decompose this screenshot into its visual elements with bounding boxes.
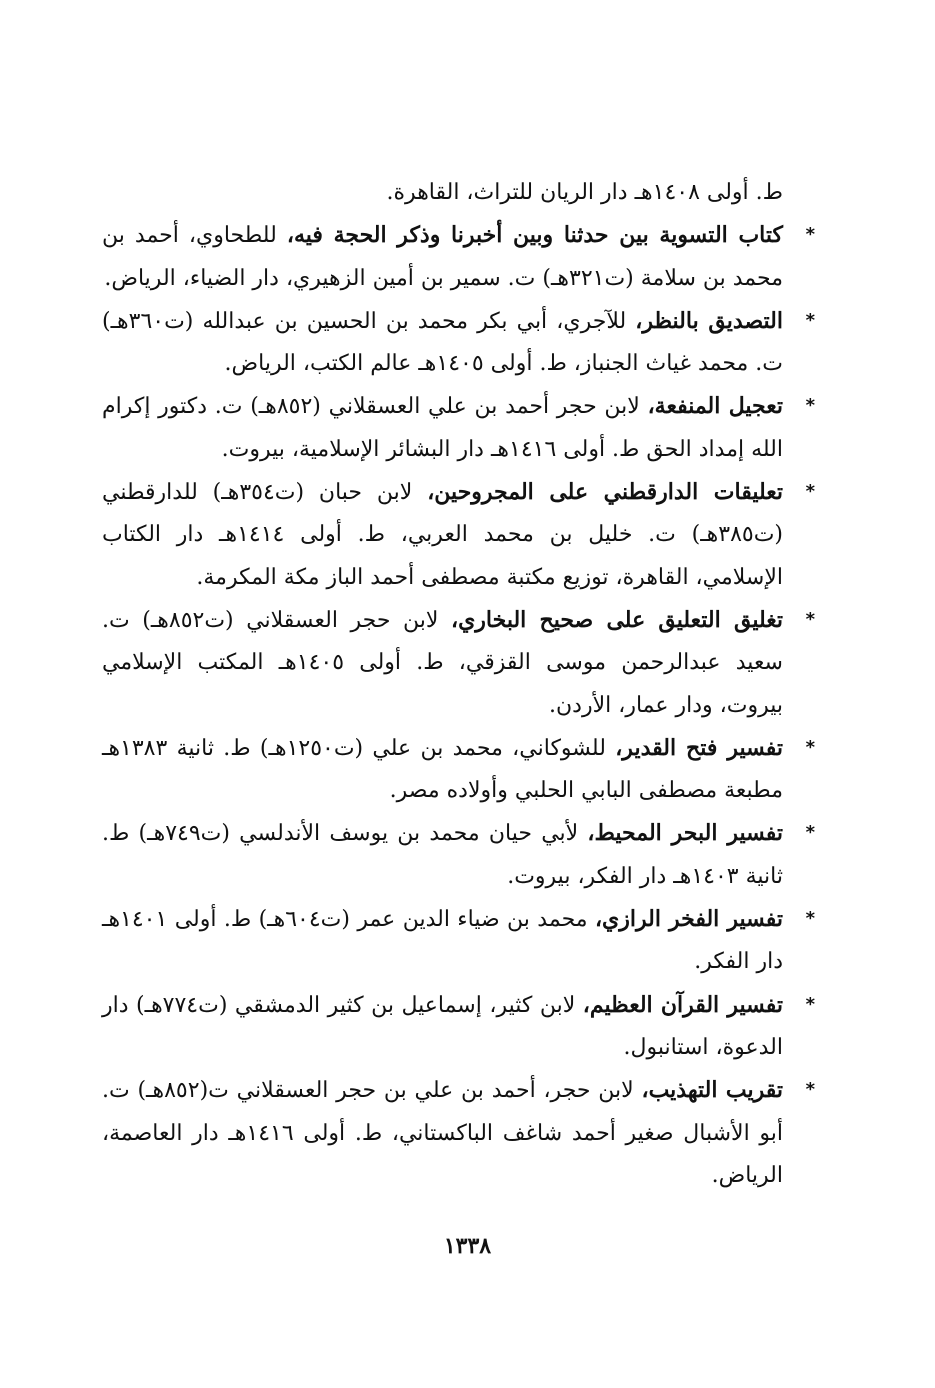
bibliography-entry xyxy=(102,214,815,300)
entry-details: للشوكاني، محمد بن علي (ت١٢٥٠هـ) ط. ثانية ١٣٨٣هـ مطبعة مصطفى البابي الحلبي وأولاده مصر. xyxy=(102,735,783,804)
bullet-asterisk: * xyxy=(805,908,815,930)
entry-title: التصديق بالنظر، xyxy=(635,307,783,334)
bullet-asterisk: * xyxy=(805,608,815,630)
bullet-asterisk: * xyxy=(805,309,815,331)
entry-details: محمد بن ضياء الدين عمر (ت٦٠٤هـ) ط. أولى ١٤٠١هـ دار الفكر. xyxy=(102,907,783,975)
entry-title: تفسير القرآن العظيم، xyxy=(582,991,783,1018)
entry-title: تغليق التعليق على صحيح البخاري، xyxy=(450,606,783,633)
bibliography-entry xyxy=(102,1069,815,1197)
bullet-asterisk: * xyxy=(805,224,815,246)
entry-details: لابن حجر العسقلاني (ت٨٥٢هـ) ت. سعيد عبدالرحمن موسى القزقي، ط. أولى ١٤٠٥هـ المكتب الإسلامي بيروت، ودار عمار، الأردن. xyxy=(102,607,783,718)
page-number: ١٣٣٨ xyxy=(443,1233,492,1259)
bullet-asterisk: * xyxy=(805,395,815,417)
entry-title: تعجيل المنفعة، xyxy=(647,393,783,420)
entry-title: تعليقات الدارقطني على المجروحين، xyxy=(427,479,783,506)
entry-details: لأبي حيان محمد بن يوسف الأندلسي (ت٧٤٩هـ) ط. ثانية ١٤٠٣هـ دار الفكر، بيروت. xyxy=(102,821,783,889)
entry-details: لابن كثير، إسماعيل بن كثير الدمشقي (ت٧٧٤هـ) دار الدعوة، استانبول. xyxy=(102,992,783,1060)
bullet-asterisk: * xyxy=(805,993,815,1015)
bibliography-entry xyxy=(102,599,815,727)
bullet-asterisk: * xyxy=(805,822,815,844)
bibliography-list xyxy=(102,172,815,1197)
entry-title: تقريب التهذيب، xyxy=(641,1077,783,1104)
continuation-line: ط. أولى ١٤٠٨هـ دار الريان للتراث، القاهرة. xyxy=(386,180,783,205)
bullet-asterisk: * xyxy=(805,1079,815,1101)
bibliography-entry xyxy=(102,898,815,984)
bibliography-entry xyxy=(102,300,815,386)
bullet-asterisk: * xyxy=(805,481,815,503)
bibliography-entry xyxy=(102,984,815,1070)
entry-title: كتاب التسوية بين حدثنا وبين أخبرنا وذكر الحجة فيه، xyxy=(286,222,783,249)
entry-title: تفسير الفخر الرازي، xyxy=(594,906,783,933)
bullet-asterisk: * xyxy=(805,736,815,758)
entry-title: تفسير فتح القدير، xyxy=(615,734,783,761)
entry-details: لابن حجر أحمد بن علي العسقلاني (٨٥٢هـ) ت. دكتور إكرام الله إمداد الحق ط. أولى ١٤١٦هـ دار البشائر الإسلامية، بيروت. xyxy=(102,394,783,462)
entry-title: تفسير البحر المحيط، xyxy=(587,820,784,847)
bibliography-entry xyxy=(102,727,815,813)
bibliography-entry xyxy=(102,385,815,471)
entry-details: للآجري، أبي بكر محمد بن الحسين بن عبدالله (ت٣٦٠هـ) ت. محمد غياث الجنباز، ط. أولى ١٤٠٥هـ عالم الكتب، الرياض. xyxy=(102,308,783,377)
bibliography-entry xyxy=(102,812,815,898)
entry-details: لابن حجر، أحمد بن علي بن حجر العسقلاني ت(٨٥٢هـ) ت. أبو الأشبال صغير أحمد شاغف الباكستاني، ط. أولى ١٤١٦هـ دار العاصمة، الرياض. xyxy=(102,1078,783,1188)
bibliography-entry xyxy=(102,471,815,599)
entry-details: للطحاوي، أحمد بن محمد بن سلامة (ت٣٢١هـ) ت. سمير بن أمين الزهيري، دار الضياء، الرياض. xyxy=(102,223,783,291)
entry-details: لابن حبان (ت٣٥٤هـ) للدارقطني (ت٣٨٥هـ) ت. خليل بن محمد العربي، ط. أولى ١٤١٤هـ دار الكتاب الإسلامي، القاهرة، توزيع مكتبة مصطفى أحمد الباز مكة المكرمة. xyxy=(102,480,784,590)
